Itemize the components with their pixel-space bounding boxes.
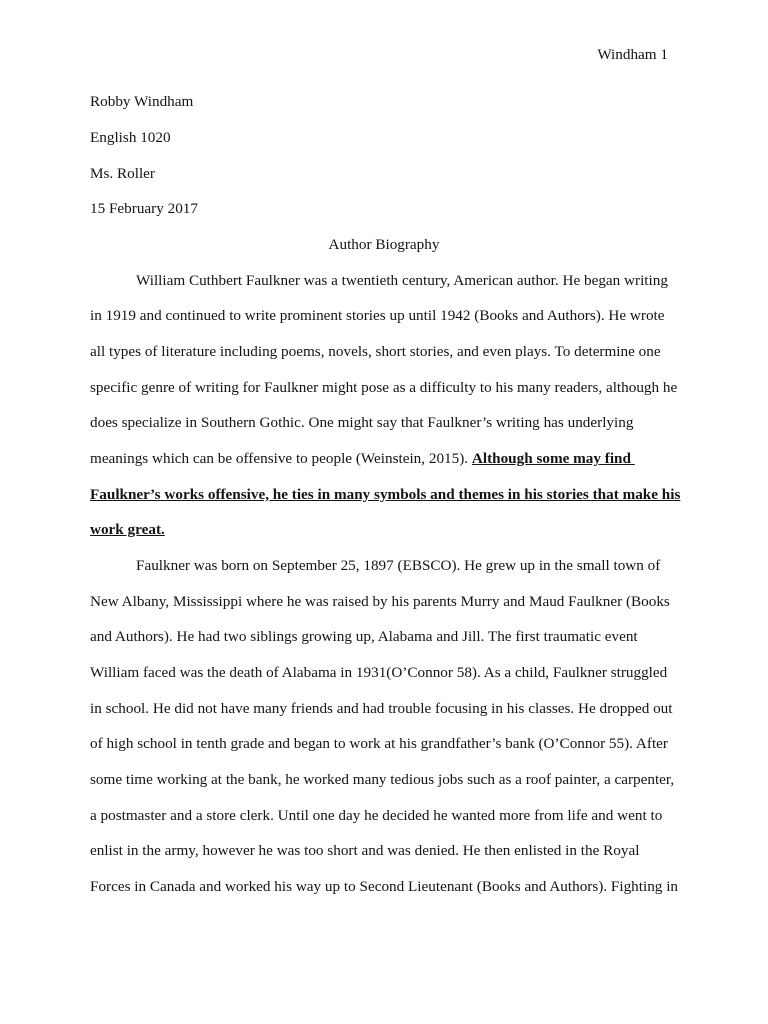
thesis-statement: work great. <box>90 521 165 539</box>
paragraph-line: all types of literature including poems, novels, short stories, and even plays. To determine one <box>90 342 661 360</box>
paragraph-line <box>90 477 681 513</box>
paragraph-line: Forces in Canada and worked his way up to Second Lieutenant (Books and Authors). Fighting in <box>90 877 679 895</box>
course-name: English 1020 <box>90 128 171 146</box>
thesis-statement: Faulkner’s works offensive, he ties in many symbols and themes in his stories that make his <box>90 485 681 503</box>
paragraph-line: New Albany, Mississippi where he was raised by his parents Murry and Maud Faulkner (Books <box>90 592 670 610</box>
paragraph-line <box>90 441 678 477</box>
document-body <box>90 84 681 904</box>
paragraph-1 <box>90 263 681 548</box>
paragraph-line <box>90 512 678 548</box>
paragraph-line: Faulkner was born on September 25, 1897 (EBSCO). He grew up in the small town of <box>136 556 661 574</box>
paragraph-line: in school. He did not have many friends and had trouble focusing in his classes. He dropped out <box>90 699 673 717</box>
paragraph-line: does specialize in Southern Gothic. One might say that Faulkner’s writing has underlying <box>90 414 634 432</box>
paragraph-line: William Cuthbert Faulkner was a twentieth century, American author. He began writing <box>136 271 668 289</box>
paragraph-line: William faced was the death of Alabama in 1931(O’Connor 58). As a child, Faulkner struggled <box>90 663 668 681</box>
paragraph-line: and Authors). He had two siblings growing up, Alabama and Jill. The first traumatic event <box>90 628 638 646</box>
paragraph-2 <box>90 548 678 905</box>
paragraph-line: specific genre of writing for Faulkner might pose as a difficulty to his many readers, although he <box>90 378 678 396</box>
running-head: Windham 1 <box>597 46 668 63</box>
essay-title: Author Biography <box>328 235 440 253</box>
paragraph-text: meanings which can be offensive to people (Weinstein, 2015). <box>90 449 472 467</box>
paragraph-line: in 1919 and continued to write prominent stories up until 1942 (Books and Authors). He wrote <box>90 307 665 325</box>
instructor-name: Ms. Roller <box>90 164 155 182</box>
paragraph-line: a postmaster and a store clerk. Until one day he decided he wanted more from life and went to <box>90 806 663 824</box>
date: 15 February 2017 <box>90 200 198 218</box>
thesis-statement: Although some may find <box>471 449 635 467</box>
paragraph-line: enlist in the army, however he was too short and was denied. He then enlisted in the Royal <box>90 842 640 860</box>
author-name: Robby Windham <box>90 93 194 111</box>
paragraph-line: some time working at the bank, he worked many tedious jobs such as a roof painter, a carpenter, <box>90 770 675 788</box>
paragraph-line: of high school in tenth grade and began to work at his grandfather’s bank (O’Connor 55). After <box>90 735 668 753</box>
